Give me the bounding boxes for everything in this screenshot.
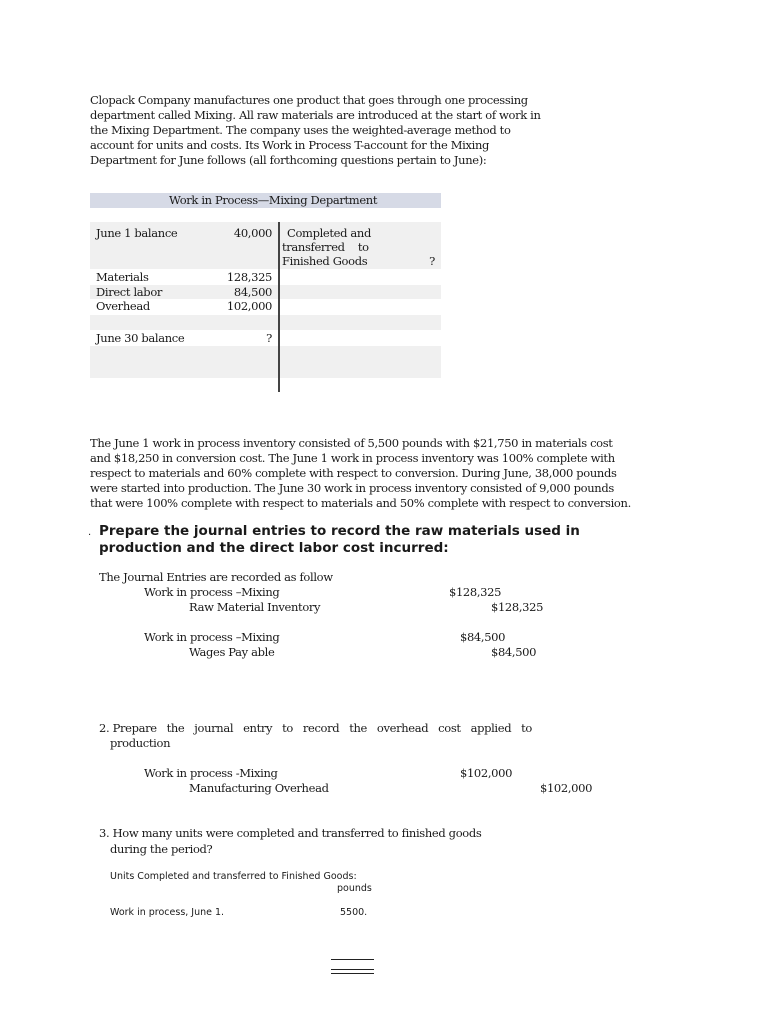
question-1-heading <box>99 523 580 557</box>
overhead-credit-amount: $102,000 <box>540 781 593 795</box>
intro-line: the Mixing Department. The company uses the weighted-average method to <box>90 123 511 137</box>
question-3-line: during the period? <box>110 842 213 856</box>
question-2-line: 2. Prepare the journal entry to record the overhead cost applied to <box>99 721 532 735</box>
credit-label-line: transferred to <box>282 240 369 254</box>
entry2-credit-amount: $84,500 <box>491 645 537 659</box>
info-line: that were 100% complete with respect to materials and 50% complete with respect to conversion. <box>90 496 631 510</box>
entry1-debit-amount: $128,325 <box>449 585 502 599</box>
units-completed-label: Units Completed and transferred to Finished Goods: <box>110 871 357 882</box>
entry1-debit-account: Work in process –Mixing <box>144 585 280 599</box>
heading-line: Prepare the journal entries to record the raw materials used in <box>99 523 580 539</box>
units-column-header: pounds <box>337 883 372 894</box>
question-2-line: production <box>110 736 171 750</box>
question-bullet: . <box>88 527 92 538</box>
question-3-line: 3. How many units were completed and transferred to finished goods <box>99 826 482 840</box>
heading-line: production and the direct labor cost incurred: <box>99 540 449 556</box>
t-account-band <box>90 315 441 330</box>
entry2-credit-account: Wages Pay able <box>189 645 275 659</box>
wip-june1-value: 5500. <box>340 907 368 918</box>
credit-label-line: Finished Goods <box>282 254 368 268</box>
t-account-divider <box>278 222 280 392</box>
june1-balance-value: 40,000 <box>233 226 272 240</box>
direct-labor-value: 84,500 <box>233 285 272 299</box>
info-line: respect to materials and 60% complete with respect to conversion. During June, 38,000 pounds <box>90 466 617 480</box>
credit-label-line: Completed and <box>287 226 371 240</box>
june30-balance-label: June 30 balance <box>96 331 185 345</box>
intro-line: account for units and costs. Its Work in Process T-account for the Mixing <box>90 138 490 152</box>
direct-labor-label: Direct labor <box>96 285 163 299</box>
entry1-credit-amount: $128,325 <box>491 600 544 614</box>
wip-june1-label: Work in process, June 1. <box>110 907 225 918</box>
materials-value: 128,325 <box>226 270 272 284</box>
entry1-credit-account: Raw Material Inventory <box>189 600 321 614</box>
info-line: and $18,250 in conversion cost. The June 1 work in process inventory was 100% complete with <box>90 451 615 465</box>
june30-balance-value: ? <box>266 331 272 345</box>
credit-value: ? <box>429 254 435 268</box>
overhead-credit-account: Manufacturing Overhead <box>189 781 329 795</box>
total-double-underline <box>331 969 374 970</box>
overhead-debit-account: Work in process -Mixing <box>144 766 278 780</box>
june1-balance-label: June 1 balance <box>96 226 178 240</box>
intro-line: Clopack Company manufactures one product that goes through one processing <box>90 93 528 107</box>
journal-intro: The Journal Entries are recorded as follow <box>99 570 333 584</box>
total-double-underline <box>331 973 374 974</box>
entry2-debit-account: Work in process –Mixing <box>144 630 280 644</box>
total-underline <box>331 959 374 960</box>
materials-label: Materials <box>96 270 149 284</box>
intro-line: department called Mixing. All raw materials are introduced at the start of work in <box>90 108 541 122</box>
t-account-band <box>90 346 441 378</box>
overhead-value: 102,000 <box>226 299 272 313</box>
info-line: The June 1 work in process inventory consisted of 5,500 pounds with $21,750 in materials cost <box>90 436 613 450</box>
entry2-debit-amount: $84,500 <box>460 630 506 644</box>
info-line: were started into production. The June 30 work in process inventory consisted of 9,000 pounds <box>90 481 614 495</box>
info-paragraph <box>90 436 631 511</box>
intro-paragraph <box>90 93 541 168</box>
intro-line: Department for June follows (all forthcoming questions pertain to June): <box>90 153 487 167</box>
overhead-debit-amount: $102,000 <box>460 766 513 780</box>
overhead-label: Overhead <box>96 299 150 313</box>
t-account-title: Work in Process—Mixing Department <box>169 193 378 207</box>
